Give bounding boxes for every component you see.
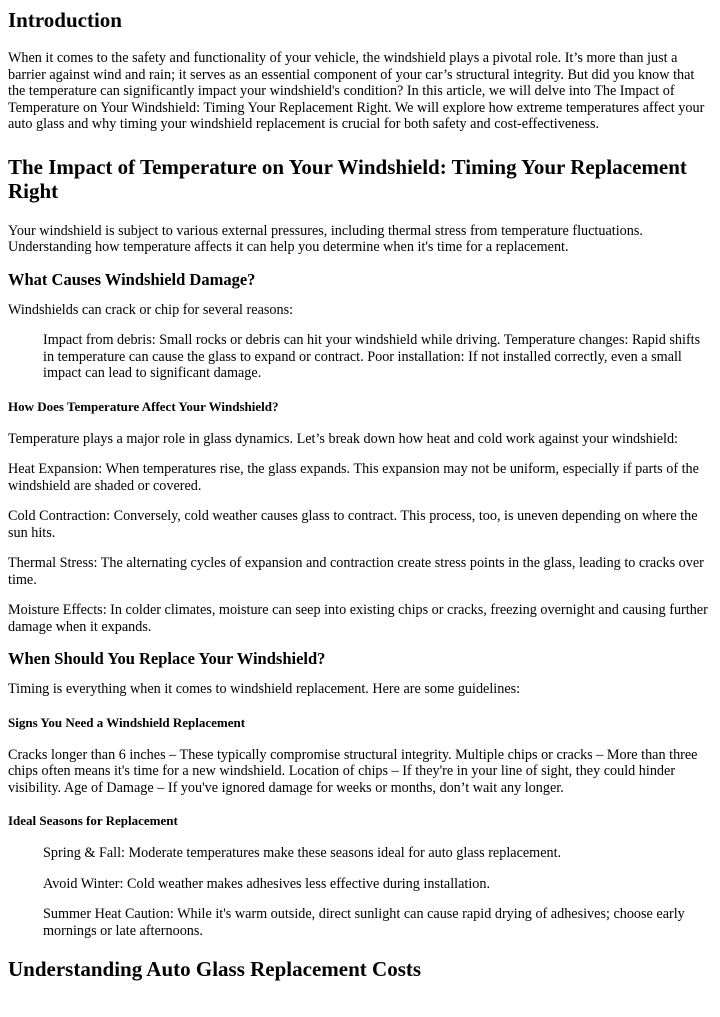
impact-paragraph: Your windshield is subject to various external pressures, including thermal stress from temperature fluctuations. Understanding how temperature affects it can help you determine when it's time for a replacement. [8,222,643,255]
causes-heading: What Causes Windshield Damage? [8,269,256,289]
seasons-heading: Ideal Seasons for Replacement [8,813,178,828]
costs-heading: Understanding Auto Glass Replacement Costs [8,957,422,981]
temperature-item-heat: Heat Expansion: When temperatures rise, the glass expands. This expansion may not be uniform, especially if parts of the windshield are shaded or covered. [8,461,699,494]
temperature-item-cold: Cold Contraction: Conversely, cold weather causes glass to contract. This process, too, is uneven depending on where the sun hits. [8,508,698,541]
intro-paragraph: When it comes to the safety and functionality of your vehicle, the windshield plays a pivotal role. It’s more than just a barrier against wind and rain; it serves as an essential component of your car’s structural integrity. But did you know that the temperature can significantly impact your windshield's condition? In this article, we will delve into The Impact of Temperature on Your Windshield: Timing Your Replacement Right. We will explore how extreme temperatures affect your auto glass and why timing your windshield replacement is crucial for both safety and cost-effectiveness. [8,50,705,132]
causes-quote [43,332,714,382]
seasons-quote [43,845,714,939]
causes-intro: Windshields can crack or chip for several reasons: [8,301,294,318]
temperature-item-moisture: Moisture Effects: In colder climates, moisture can seep into existing chips or cracks, freezing overnight and causing further damage when it expands. [8,602,708,635]
seasons-item-summer: Summer Heat Caution: While it's warm outside, direct sunlight can cause rapid drying of adhesives; choose early mornings or late afternoons. [43,906,685,939]
seasons-item-winter: Avoid Winter: Cold weather makes adhesives less effective during installation. [43,875,491,892]
causes-quote-text: Impact from debris: Small rocks or debris can hit your windshield while driving. Temperature changes: Rapid shifts in temperature can cause the glass to expand or contract. Poor installation: If not installed correctly, even a small impact can lead to significant damage. [43,332,701,381]
signs-paragraph: Cracks longer than 6 inches – These typically compromise structural integrity. Multiple chips or cracks – More than three chips often means it's time for a new windshield. Location of chips – If they're in your line of sight, they could hinder visibility. Age of Damage – If you've ignored damage for weeks or months, don’t wait any longer. [8,746,698,796]
when-heading: When Should You Replace Your Windshield? [8,649,326,668]
impact-heading: The Impact of Temperature on Your Windshield: Timing Your Replacement Right [8,154,687,203]
intro-heading: Introduction [8,8,122,32]
when-intro: Timing is everything when it comes to windshield replacement. Here are some guidelines: [8,681,521,697]
signs-heading: Signs You Need a Windshield Replacement [8,714,246,730]
temperature-intro: Temperature plays a major role in glass dynamics. Let’s break down how heat and cold work against your windshield: [8,430,678,447]
seasons-item-spring-fall: Spring & Fall: Moderate temperatures make these seasons ideal for auto glass replacement. [43,845,562,861]
temperature-heading: How Does Temperature Affect Your Windshield? [8,398,279,414]
temperature-item-thermal: Thermal Stress: The alternating cycles of expansion and contraction create stress points in the glass, leading to cracks over time. [8,555,704,588]
